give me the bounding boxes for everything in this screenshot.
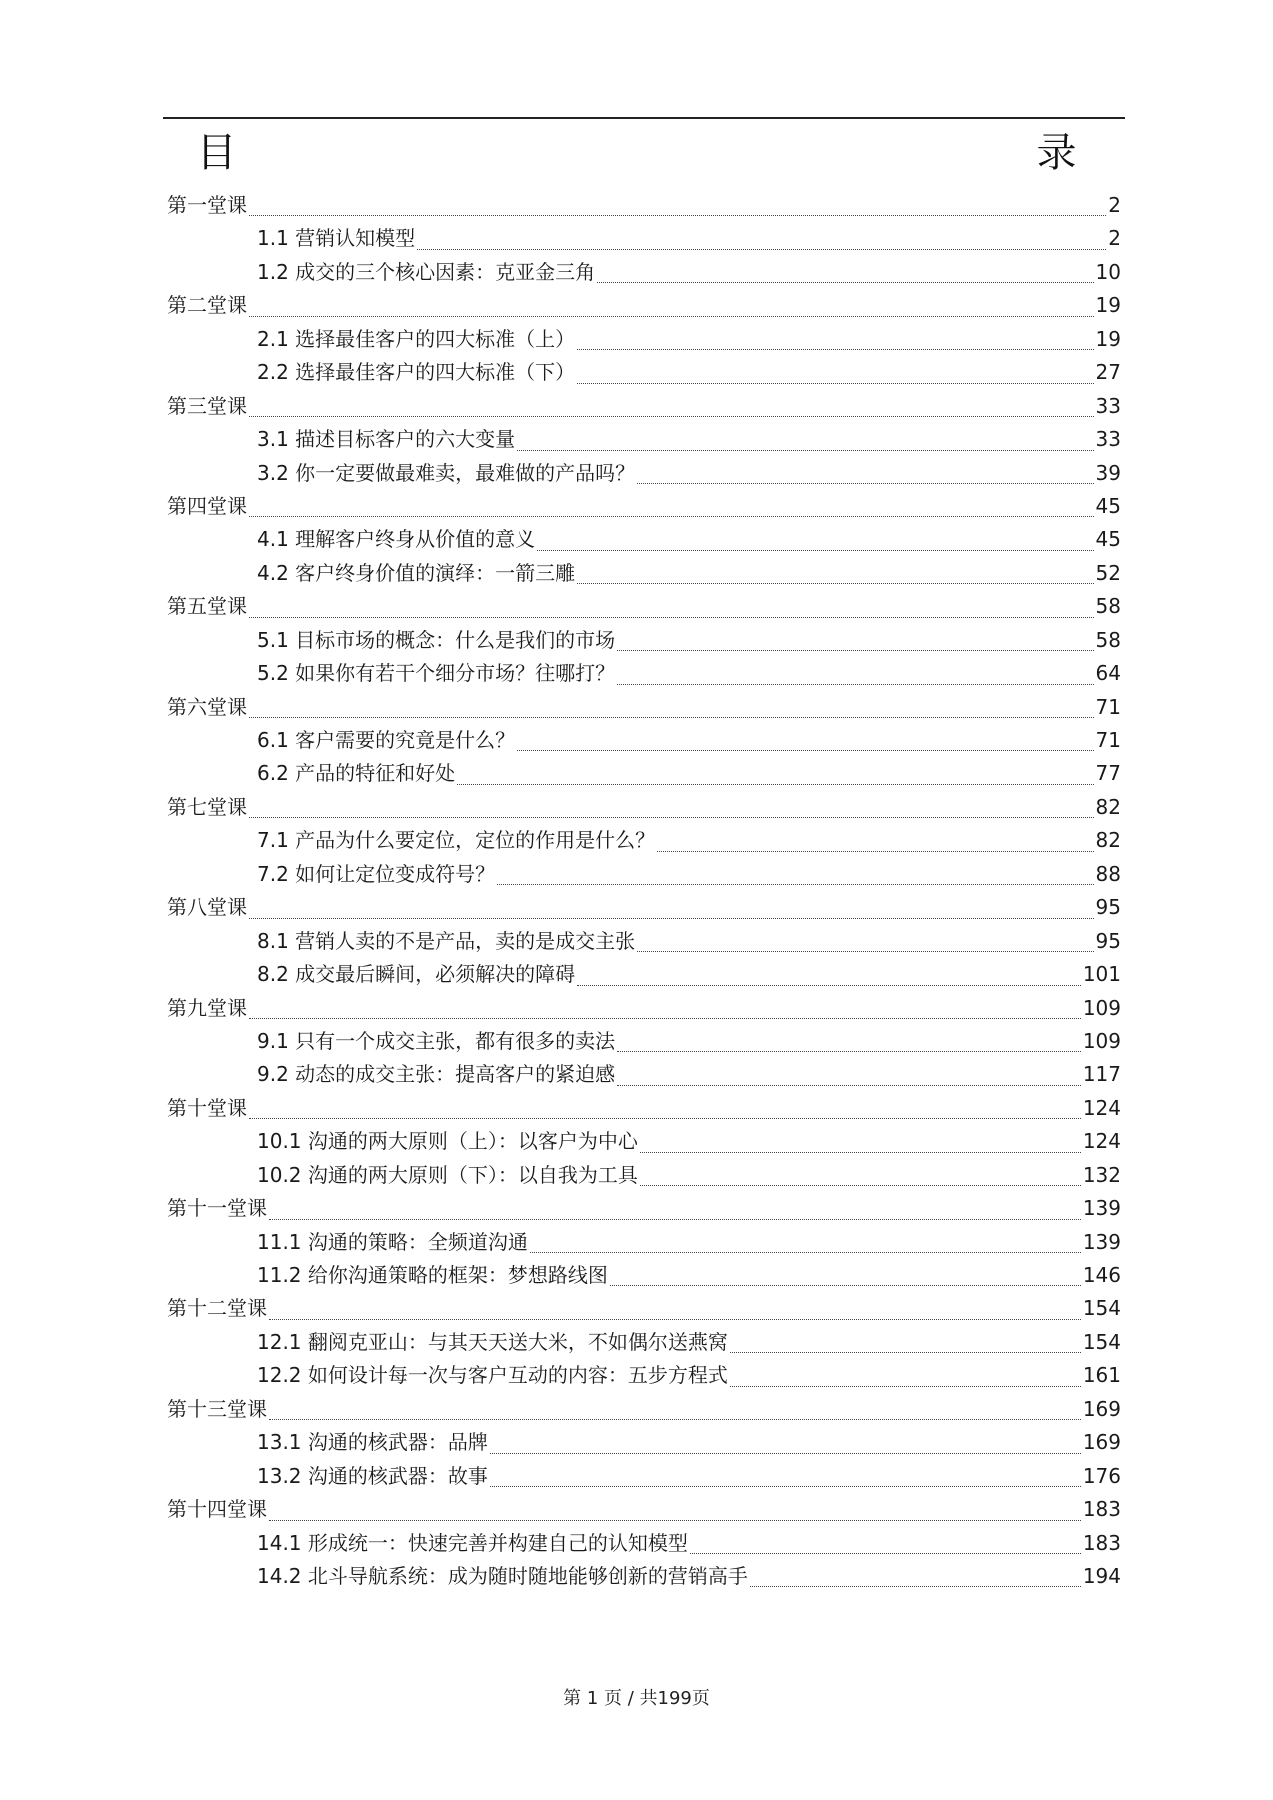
toc-dot-leader	[417, 248, 1106, 250]
toc-dot-leader	[249, 917, 1094, 919]
toc-page-number: 176	[1082, 1463, 1121, 1488]
toc-title: 目 录	[196, 130, 1205, 176]
toc-dot-leader	[750, 1585, 1081, 1587]
toc-dot-leader	[530, 1251, 1081, 1253]
toc-entry-label: 2.2 选择最佳客户的四大标准（下）	[257, 360, 576, 385]
toc-section-entry[interactable]	[167, 457, 1121, 490]
toc-entry-label: 11.1 沟通的策略：全频道沟通	[257, 1229, 528, 1254]
toc-chapter-entry[interactable]	[167, 891, 1121, 924]
toc-dot-leader	[517, 449, 1093, 451]
toc-entry-label: 12.1 翻阅克亚山：与其天天送大米，不如偶尔送燕窝	[257, 1329, 728, 1354]
toc-entry-label: 4.1 理解客户终身从价值的意义	[257, 527, 536, 552]
toc-page-number: 132	[1082, 1162, 1121, 1187]
toc-dot-leader	[617, 649, 1093, 651]
toc-chapter-entry[interactable]	[167, 992, 1121, 1025]
toc-entry-label: 第九堂课	[167, 995, 247, 1020]
toc-page-number: 58	[1095, 627, 1121, 652]
toc-dot-leader	[577, 382, 1093, 384]
toc-page-number: 117	[1082, 1062, 1121, 1087]
toc-page-number: 139	[1082, 1196, 1121, 1221]
toc-dot-leader	[617, 1084, 1081, 1086]
toc-dot-leader	[637, 482, 1093, 484]
toc-dot-leader	[657, 850, 1093, 852]
toc-dot-leader	[269, 1418, 1081, 1420]
toc-entry-label: 3.2 你一定要做最难卖，最难做的产品吗？	[257, 460, 636, 485]
toc-chapter-entry[interactable]	[167, 289, 1121, 322]
toc-dot-leader	[249, 415, 1094, 417]
toc-chapter-entry[interactable]	[167, 1292, 1121, 1325]
toc-section-entry[interactable]	[167, 1125, 1121, 1158]
toc-section-entry[interactable]	[167, 824, 1121, 857]
toc-page-number: 124	[1082, 1129, 1121, 1154]
toc-entry-label: 13.1 沟通的核武器：品牌	[257, 1430, 488, 1455]
toc-entry-label: 8.2 成交最后瞬间，必须解决的障碍	[257, 962, 576, 987]
toc-entry-label: 9.2 动态的成交主张：提高客户的紧迫感	[257, 1062, 616, 1087]
toc-page-number: 2	[1108, 226, 1121, 251]
toc-entry-label: 第十堂课	[167, 1095, 247, 1120]
toc-page-number: 139	[1082, 1229, 1121, 1254]
toc-entry-label: 第十一堂课	[167, 1196, 267, 1221]
toc-entry-label: 9.1 只有一个成交主张，都有很多的卖法	[257, 1028, 616, 1053]
toc-page-number: 27	[1095, 360, 1121, 385]
toc-chapter-entry[interactable]	[167, 189, 1121, 222]
toc-dot-leader	[597, 281, 1093, 283]
toc-page-number: 95	[1095, 928, 1121, 953]
toc-dot-leader	[269, 1218, 1081, 1220]
table-of-contents	[167, 189, 1121, 1593]
page-footer: 第 1 页 / 共199页	[563, 1688, 710, 1709]
toc-dot-leader	[249, 816, 1094, 818]
toc-section-entry[interactable]	[167, 523, 1121, 556]
toc-entry-label: 第十四堂课	[167, 1497, 267, 1522]
toc-entry-label: 第十三堂课	[167, 1396, 267, 1421]
toc-page-number: 2	[1108, 193, 1121, 217]
toc-page-number: 82	[1095, 828, 1121, 853]
toc-section-entry[interactable]	[167, 423, 1121, 456]
toc-chapter-entry[interactable]	[167, 691, 1121, 724]
toc-page-number: 10	[1095, 259, 1121, 284]
toc-section-entry[interactable]	[167, 925, 1121, 958]
toc-dot-leader	[490, 1485, 1081, 1487]
toc-section-entry[interactable]	[167, 1527, 1121, 1560]
toc-section-entry[interactable]	[167, 624, 1121, 657]
toc-dot-leader	[690, 1552, 1081, 1554]
toc-section-entry[interactable]	[167, 557, 1121, 590]
toc-page-number: 169	[1082, 1430, 1121, 1455]
toc-page-number: 71	[1095, 694, 1121, 719]
toc-chapter-entry[interactable]	[167, 1393, 1121, 1426]
toc-section-entry[interactable]	[167, 1426, 1121, 1459]
toc-chapter-entry[interactable]	[167, 1092, 1121, 1125]
toc-page-number: 161	[1082, 1363, 1121, 1388]
toc-chapter-entry[interactable]	[167, 1192, 1121, 1225]
toc-page-number: 109	[1082, 995, 1121, 1020]
toc-entry-label: 5.2 如果你有若干个细分市场？往哪打？	[257, 661, 616, 686]
toc-entry-label: 13.2 沟通的核武器：故事	[257, 1463, 488, 1488]
toc-section-entry[interactable]	[167, 1226, 1121, 1259]
toc-page-number: 95	[1095, 895, 1121, 920]
toc-entry-label: 7.2 如何让定位变成符号？	[257, 861, 496, 886]
toc-page-number: 124	[1082, 1095, 1121, 1120]
toc-dot-leader	[490, 1452, 1081, 1454]
toc-page-number: 154	[1082, 1296, 1121, 1321]
toc-entry-label: 6.1 客户需要的究竟是什么？	[257, 728, 516, 752]
toc-dot-leader	[637, 950, 1093, 952]
toc-dot-leader	[577, 348, 1093, 350]
toc-entry-label: 6.2 产品的特征和好处	[257, 761, 456, 786]
toc-dot-leader	[497, 883, 1093, 885]
toc-chapter-entry[interactable]	[167, 390, 1121, 423]
toc-page-number: 39	[1095, 460, 1121, 485]
toc-entry-label: 2.1 选择最佳客户的四大标准（上）	[257, 326, 576, 351]
toc-page-number: 71	[1095, 728, 1121, 752]
toc-section-entry[interactable]	[167, 958, 1121, 991]
toc-chapter-entry[interactable]	[167, 791, 1121, 824]
toc-dot-leader	[249, 515, 1094, 517]
toc-dot-leader	[640, 1151, 1081, 1153]
toc-entry-label: 1.2 成交的三个核心因素：克亚金三角	[257, 259, 596, 284]
toc-entry-label: 12.2 如何设计每一次与客户互动的内容：五步方程式	[257, 1363, 728, 1388]
toc-entry-label: 11.2 给你沟通策略的框架：梦想路线图	[257, 1263, 608, 1287]
toc-section-entry[interactable]	[167, 356, 1121, 389]
toc-entry-label: 第一堂课	[167, 193, 247, 217]
toc-page-number: 82	[1095, 794, 1121, 819]
toc-page-number: 183	[1082, 1497, 1121, 1522]
toc-section-entry[interactable]	[167, 1058, 1121, 1091]
toc-section-entry[interactable]	[167, 1326, 1121, 1359]
toc-dot-leader	[640, 1184, 1081, 1186]
toc-dot-leader	[249, 616, 1094, 618]
toc-entry-label: 第八堂课	[167, 895, 247, 920]
toc-section-entry[interactable]	[167, 222, 1121, 255]
toc-page-number: 109	[1082, 1028, 1121, 1053]
toc-entry-label: 10.1 沟通的两大原则（上）：以客户为中心	[257, 1129, 638, 1154]
toc-entry-label: 第七堂课	[167, 794, 247, 819]
toc-page-number: 45	[1095, 493, 1121, 518]
toc-dot-leader	[730, 1385, 1081, 1387]
toc-entry-label: 第十二堂课	[167, 1296, 267, 1321]
toc-entry-label: 3.1 描述目标客户的六大变量	[257, 427, 516, 452]
toc-entry-label: 第二堂课	[167, 293, 247, 318]
toc-entry-label: 第四堂课	[167, 493, 247, 518]
toc-page-number: 33	[1095, 427, 1121, 452]
toc-section-entry[interactable]	[167, 1359, 1121, 1392]
toc-dot-leader	[249, 1017, 1081, 1019]
toc-dot-leader	[537, 549, 1093, 551]
toc-entry-label: 8.1 营销人卖的不是产品，卖的是成交主张	[257, 928, 636, 953]
toc-page-number: 52	[1095, 560, 1121, 585]
toc-section-entry[interactable]	[167, 1159, 1121, 1192]
toc-page-number: 58	[1095, 594, 1121, 619]
toc-dot-leader	[269, 1519, 1081, 1521]
toc-dot-leader	[730, 1351, 1081, 1353]
toc-dot-leader	[249, 1117, 1081, 1119]
toc-page-number: 77	[1095, 761, 1121, 786]
toc-dot-leader	[577, 582, 1093, 584]
toc-section-entry[interactable]	[167, 1025, 1121, 1058]
toc-dot-leader	[249, 315, 1094, 317]
toc-page-number: 64	[1095, 661, 1121, 686]
toc-page-number: 194	[1082, 1563, 1121, 1588]
toc-entry-label: 7.1 产品为什么要定位，定位的作用是什么？	[257, 828, 656, 853]
toc-entry-label: 14.1 形成统一：快速完善并构建自己的认知模型	[257, 1530, 688, 1555]
toc-entry-label: 第六堂课	[167, 694, 247, 719]
toc-entry-label: 10.2 沟通的两大原则（下）：以自我为工具	[257, 1162, 638, 1187]
toc-chapter-entry[interactable]	[167, 490, 1121, 523]
toc-dot-leader	[617, 683, 1093, 685]
toc-chapter-entry[interactable]	[167, 590, 1121, 623]
toc-dot-leader	[517, 749, 1093, 751]
toc-dot-leader	[249, 716, 1094, 718]
toc-dot-leader	[457, 783, 1093, 785]
toc-section-entry[interactable]	[167, 724, 1121, 757]
toc-page-number: 19	[1095, 293, 1121, 318]
toc-dot-leader	[269, 1318, 1081, 1320]
toc-page-number: 183	[1082, 1530, 1121, 1555]
toc-page-number: 33	[1095, 393, 1121, 418]
toc-page-number: 19	[1095, 326, 1121, 351]
toc-section-entry[interactable]	[167, 256, 1121, 289]
toc-page-number: 169	[1082, 1396, 1121, 1421]
toc-page-number: 88	[1095, 861, 1121, 886]
toc-entry-label: 4.2 客户终身价值的演绎：一箭三雕	[257, 560, 576, 585]
toc-section-entry[interactable]	[167, 858, 1121, 891]
toc-entry-label: 第三堂课	[167, 393, 247, 418]
toc-section-entry[interactable]	[167, 1259, 1121, 1292]
toc-section-entry[interactable]	[167, 323, 1121, 356]
toc-entry-label: 1.1 营销认知模型	[257, 226, 416, 251]
toc-page-number: 45	[1095, 527, 1121, 552]
toc-page-number: 101	[1082, 962, 1121, 987]
toc-dot-leader	[610, 1284, 1081, 1286]
toc-entry-label: 第五堂课	[167, 594, 247, 619]
toc-section-entry[interactable]	[167, 657, 1121, 690]
toc-section-entry[interactable]	[167, 757, 1121, 790]
toc-entry-label: 5.1 目标市场的概念：什么是我们的市场	[257, 627, 616, 652]
toc-dot-leader	[617, 1050, 1081, 1052]
toc-section-entry[interactable]	[167, 1460, 1121, 1493]
header-rule	[163, 117, 1125, 119]
toc-dot-leader	[249, 214, 1106, 216]
toc-section-entry[interactable]	[167, 1560, 1121, 1593]
toc-chapter-entry[interactable]	[167, 1493, 1121, 1526]
toc-page-number: 154	[1082, 1329, 1121, 1354]
toc-dot-leader	[577, 984, 1081, 986]
toc-entry-label: 14.2 北斗导航系统：成为随时随地能够创新的营销高手	[257, 1563, 748, 1588]
toc-page-number: 146	[1082, 1263, 1121, 1287]
